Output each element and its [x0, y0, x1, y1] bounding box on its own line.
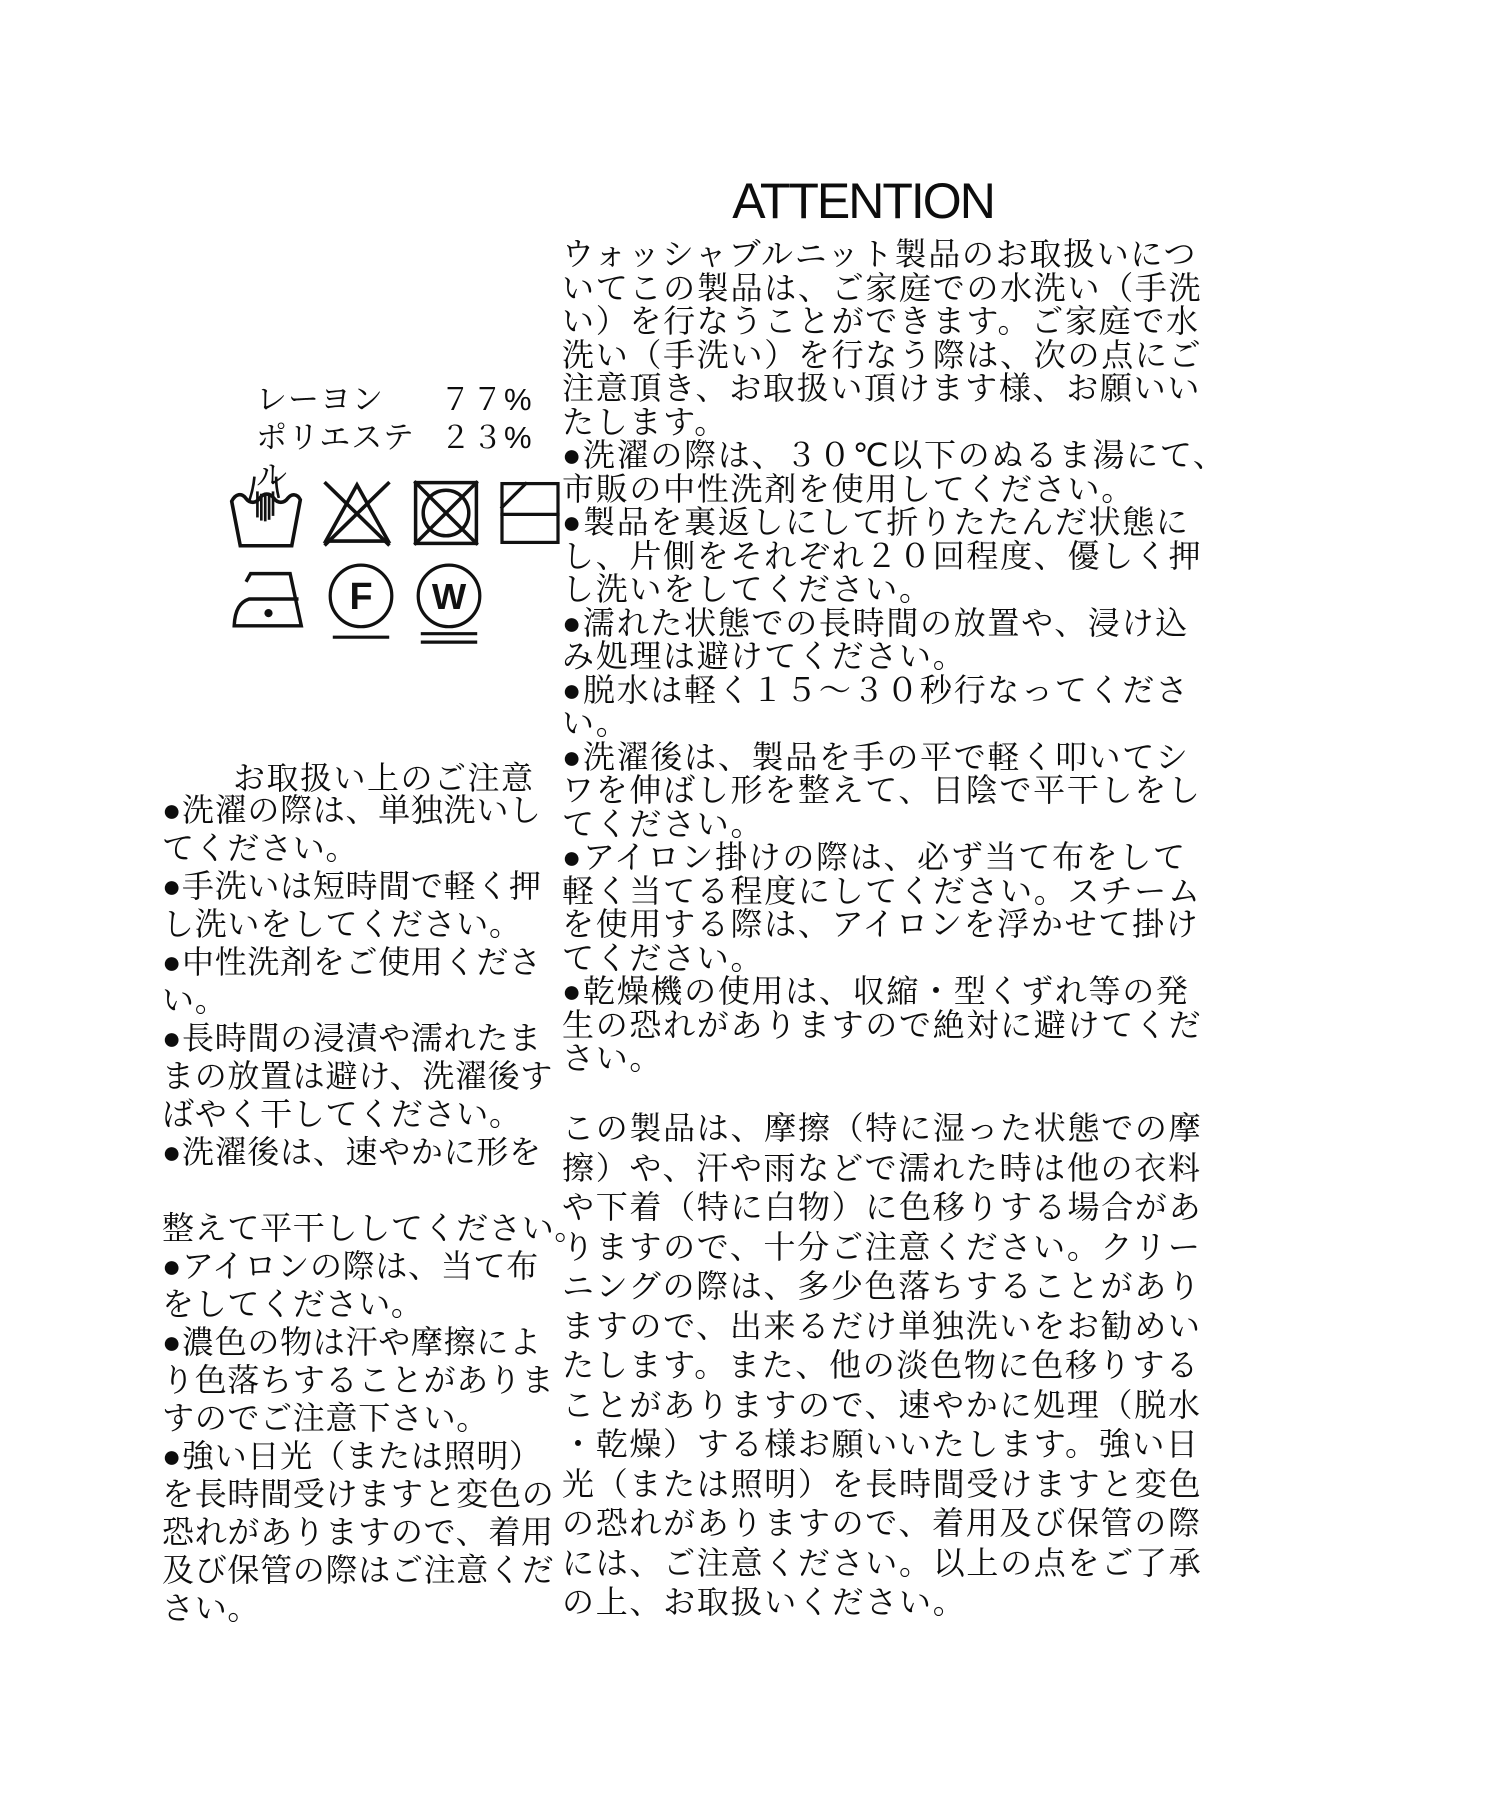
colorfastness-paragraph — [562, 1109, 1202, 1623]
text-line: ことがありますので、速やかに処理（脱水 — [562, 1386, 1202, 1423]
text-line: し洗いをしてください。 — [162, 906, 522, 942]
dryclean-f-icon — [326, 563, 396, 647]
precautions-heading: お取扱い上のご注意 — [233, 760, 535, 796]
precautions-text — [162, 791, 587, 1627]
text-line: てください。 — [162, 830, 359, 866]
text-line: 生の恐れがありますので絶対に避けてくだ — [562, 1006, 1203, 1043]
text-line: や下着（特に白物）に色移りする場合があ — [562, 1189, 1203, 1225]
dryclean-letter: F — [349, 576, 373, 619]
iron-low-icon — [226, 563, 308, 632]
care-symbols-row-2 — [226, 563, 565, 647]
do-not-tumble-dry-icon — [408, 474, 484, 552]
care-symbols — [226, 474, 565, 647]
text-line: さい。 — [562, 1040, 664, 1076]
text-line: 市販の中性洗剤を使用してください。 — [562, 470, 1135, 507]
text-line: の恐れがありますので、着用及び保管の際 — [562, 1505, 1202, 1541]
text-line: り色落ちすることがありま — [162, 1362, 555, 1398]
fiber-percent: ７７% — [440, 382, 533, 417]
text-line: い）を行なうことができます。ご家庭で水 — [562, 303, 1200, 339]
text-line: 恐れがありますので、着用 — [162, 1514, 554, 1550]
dry-flat-in-shade-icon — [495, 474, 565, 552]
text-line: ●長時間の浸漬や濡れたま — [162, 1020, 542, 1056]
text-line — [162, 1171, 587, 1209]
fiber-row — [256, 419, 533, 493]
text-line: 及び保管の際はご注意くだ — [162, 1552, 555, 1588]
text-line: を使用する際は、アイロンを浮かせて掛け — [562, 906, 1200, 942]
hand-wash-icon — [226, 474, 306, 552]
text-line: い。 — [162, 982, 228, 1018]
text-line: 洗い（手洗い）を行なう際は、次の点にご — [562, 336, 1203, 373]
text-line: りますので、十分ご注意ください。クリー — [562, 1228, 1202, 1265]
text-line: をしてください。 — [162, 1286, 424, 1322]
text-line: の上、お取扱いください。 — [562, 1584, 967, 1620]
text-line: ニングの際は、多少色落ちすることがあり — [562, 1268, 1202, 1304]
text-line: ●濡れた状態での長時間の放置や、浸け込 — [562, 604, 1189, 641]
text-line: いてこの製品は、ご家庭での水洗い（手洗 — [562, 269, 1203, 306]
text-line: この製品は、摩擦（特に湿った状態での摩 — [562, 1110, 1203, 1146]
text-line: を長時間受けますと変色の — [162, 1476, 555, 1512]
text-line: ●洗濯後は、速やかに形を — [162, 1134, 542, 1170]
fiber-name: レーヨン — [256, 382, 384, 417]
text-line: まの放置は避け、洗濯後す — [162, 1058, 554, 1094]
text-line: み処理は避けてください。 — [562, 638, 967, 674]
text-line: ●製品を裏返しにして折りたたんだ状態に — [562, 504, 1190, 540]
text-line: 注意頂き、お取扱い頂けます様、お願いい — [562, 370, 1202, 406]
text-line: ●アイロンの際は、当て布 — [162, 1248, 539, 1284]
text-line: ウォッシャブルニット製品のお取扱いにつ — [562, 236, 1198, 272]
text-line: ワを伸ばし形を整えて、日陰で平干しをし — [562, 772, 1202, 808]
text-line: ・乾燥）する様お願いいたします。強い日 — [562, 1426, 1200, 1462]
text-line: 整えて平干ししてください。 — [162, 1210, 588, 1246]
text-line: 光（または照明）を長時間受けますと変色 — [562, 1465, 1203, 1502]
text-line: し、片側をそれぞれ２０回程度、優しく押 — [562, 537, 1203, 574]
text-line: ますので、出来るだけ単独洗いをお勧めい — [562, 1307, 1202, 1344]
text-line: ●洗濯の際は、３０℃以下のぬるま湯にて、 — [562, 437, 1227, 473]
text-line: たします。 — [562, 403, 728, 440]
wetclean-letter: W — [431, 576, 467, 618]
text-line: ●濃色の物は汗や摩擦によ — [162, 1324, 542, 1360]
care-instructions-paragraph — [562, 238, 1227, 1076]
text-line: ●脱水は軽く１５～３０秒行なってくださ — [562, 671, 1190, 708]
text-line: ●洗濯の際は、単独洗いし — [162, 792, 542, 828]
text-line: 軽く当てる程度にしてください。スチーム — [562, 872, 1202, 909]
text-line: し洗いをしてください。 — [562, 571, 933, 607]
fiber-name: ポリエステル — [256, 420, 415, 493]
attention-title: ATTENTION — [732, 173, 994, 229]
text-line: てください。 — [562, 939, 765, 976]
wetclean-w-icon — [414, 563, 484, 647]
text-line: ●強い日光（または照明） — [162, 1438, 542, 1474]
text-line: には、ご注意ください。以上の点をご了承 — [562, 1544, 1203, 1581]
text-line: 擦）や、汗や雨などで濡れた時は他の衣料 — [562, 1149, 1202, 1186]
text-line: たします。また、他の淡色物に色移りする — [562, 1347, 1200, 1383]
fiber-row — [256, 381, 533, 419]
text-line: い。 — [562, 705, 630, 741]
composition-table — [256, 381, 533, 493]
text-line: ばやく干してください。 — [162, 1096, 522, 1132]
text-line: ●アイロン掛けの際は、必ず当て布をして — [562, 839, 1187, 875]
text-line: ●中性洗剤をご使用くださ — [162, 944, 542, 980]
text-line: てください。 — [562, 805, 765, 842]
text-line: さい。 — [162, 1590, 261, 1626]
care-symbols-row-1 — [226, 474, 565, 552]
do-not-bleach-icon — [317, 474, 397, 552]
text-line: ●洗濯後は、製品を手の平で軽く叩いてシ — [562, 738, 1190, 775]
text-line: ●手洗いは短時間で軽く押 — [162, 868, 542, 904]
text-line: ●乾燥機の使用は、収縮・型くずれ等の発 — [562, 973, 1190, 1009]
fiber-percent: ２３% — [440, 420, 533, 455]
text-line: すのでご注意下さい。 — [162, 1400, 490, 1436]
